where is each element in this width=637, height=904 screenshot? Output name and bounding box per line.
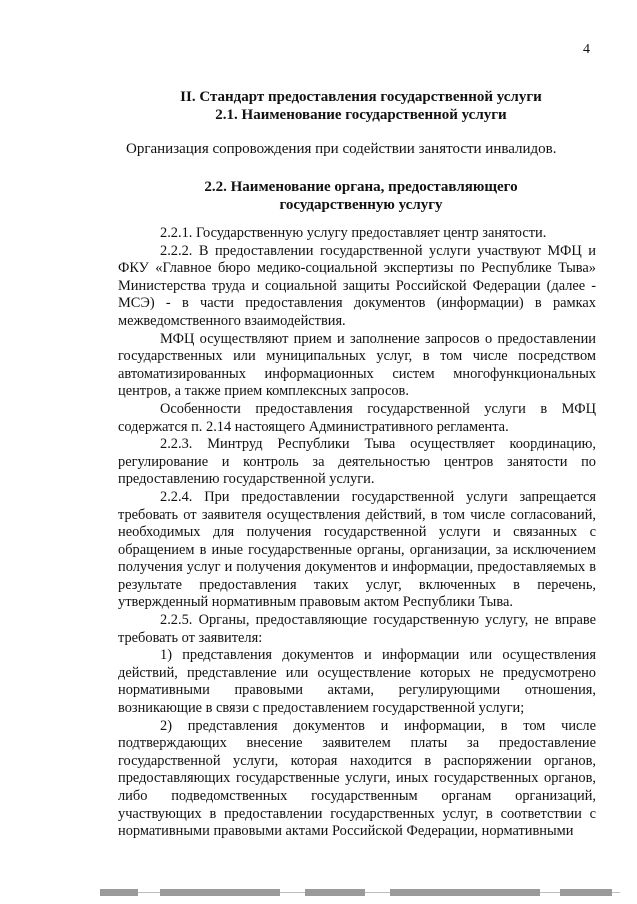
scan-edge-mark <box>390 889 540 896</box>
scan-edge-mark <box>160 889 280 896</box>
section-title: II. Стандарт предоставления государственной услуги <box>180 89 542 105</box>
subsection-title-2-2 <box>118 178 604 214</box>
page-number: 4 <box>583 42 590 57</box>
scan-bottom-edge <box>100 888 620 898</box>
paragraph-mfc-features: Особенности предоставления государственной услуги в МФЦ содержатся п. 2.14 настоящего Административного регламента. <box>118 400 596 435</box>
scan-edge-mark <box>305 889 365 896</box>
paragraph-2-2-2: 2.2.2. В предоставлении государственной услуги участвуют МФЦ и ФКУ «Главное бюро медико-социальной экспертизы по Республике Тыва» Министерства труда и социальной защиты Российской Федерации (далее - МСЭ) - в части предоставления документов (информации) в рамках межведомственного взаимодействия. <box>118 242 596 329</box>
paragraph-2-2-3: 2.2.3. Минтруд Республики Тыва осуществляет координацию, регулирование и контроль за деятельностью центров занятости по предоставлению государственной услуги. <box>118 436 596 488</box>
paragraph-mfc-reception: МФЦ осуществляют прием и заполнение запросов о предоставлении государственных или муниципальных услуг, в том числе посредством автоматизированных информационных систем многофункциональных центров, а также прием комплексных запросов. <box>118 330 596 400</box>
scan-edge-mark <box>100 889 138 896</box>
paragraph-2-2-1: 2.2.1. Государственную услугу предоставляет центр занятости. <box>160 225 547 241</box>
paragraph-2-2-4: 2.2.4. При предоставлении государственной услуги запрещается требовать от заявителя осуществления действий, в том числе согласований, необходимых для получения государственной услуги и связанных с обращением в иные государственные органы, организации, за исключением получения услуг и получения документов и информации, предоставляемых в результате предоставления таких услуг, включенных в перечень, утвержденный нормативным правовым актом Республики Тыва. <box>118 488 596 611</box>
scan-edge-mark <box>560 889 612 896</box>
subsection-title-2-2-line2: государственную услугу <box>279 197 443 213</box>
paragraph-2-2-5: 2.2.5. Органы, предоставляющие государственную услугу, не вправе требовать от заявителя: <box>118 612 596 646</box>
subsection-title-2-1: 2.1. Наименование государственной услуги <box>215 107 507 123</box>
subsection-title-2-2-line1: 2.2. Наименование органа, предоставляющего <box>204 179 518 195</box>
list-item-1: 1) представления документов и информации или осуществления действий, представление или осуществление которых не предусмотрено нормативными правовыми актами, регулирующими отношения, возникающие в связи с предоставлением государственной услуги; <box>118 647 596 717</box>
list-item-2: 2) представления документов и информации, в том числе подтверждающих внесение заявителем платы за предоставление государственной услуги, которая находится в распоряжении органов, предоставляющих государственные услуги, иных государственных органов, либо подведомственных государственным органам организаций, участвующих в предоставлении государственных услуг, в соответствии с нормативными правовыми актами Российской Федерации, нормативными <box>118 717 596 840</box>
service-name-text: Организация сопровождения при содействии занятости инвалидов. <box>126 141 557 157</box>
body-text <box>118 225 596 841</box>
